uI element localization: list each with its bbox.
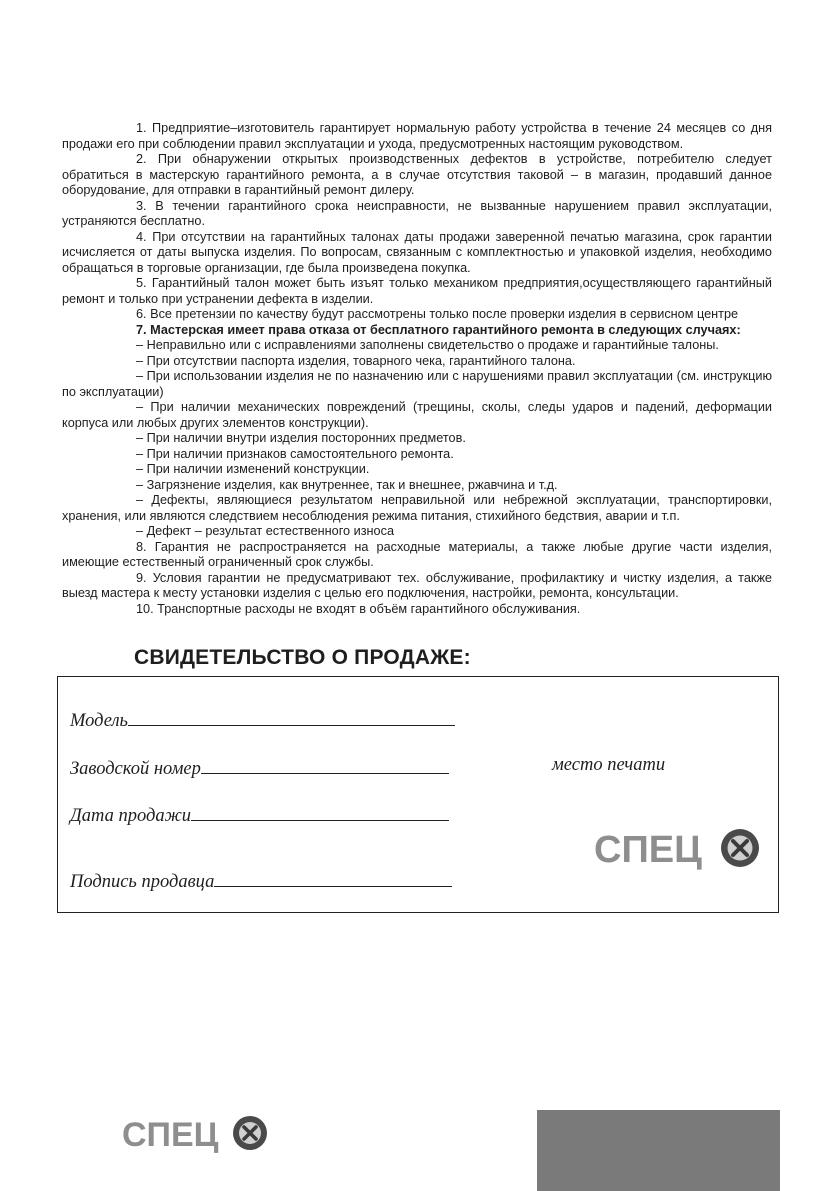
refusal-case: – Дефекты, являющиеся результатом неправильной или небрежной эксплуатации, транспортировки, хранения, или являются следствием несоблюдения режима питания, стихийного бедствия, аварии и т.п. bbox=[62, 493, 772, 523]
model-blank-line[interactable] bbox=[128, 707, 455, 726]
brand-logo bbox=[594, 823, 764, 875]
sale-date-label: Дата продажи bbox=[70, 806, 192, 826]
refusal-case: – Дефект – результат естественного износа bbox=[136, 524, 395, 538]
model-label: Модель bbox=[70, 711, 128, 731]
stamp-place-label: место печати bbox=[552, 755, 666, 775]
warranty-term-3: 3. В течении гарантийного срока неисправности, не вызванные нарушением правил эксплуатации, устраняются бесплатно. bbox=[62, 198, 772, 228]
warranty-terms bbox=[62, 121, 772, 617]
refusal-case: – Неправильно или с исправлениями заполнены свидетельство о продаже и гарантийные талоны. bbox=[136, 338, 719, 352]
sale-certificate-title: СВИДЕТЕЛЬСТВО О ПРОДАЖЕ: bbox=[134, 646, 471, 669]
refusal-case: – При наличии признаков самостоятельного ремонта. bbox=[136, 446, 454, 461]
seller-signature-field[interactable] bbox=[70, 868, 452, 893]
warranty-term-10: 10. Транспортные расходы не входят в объём гарантийного обслуживания. bbox=[136, 601, 581, 616]
warranty-term-2: 2. При обнаружении открытых производственных дефектов в устройстве, потребителю следует обратиться в мастерскую гарантийного ремонта, а в случае отсутствия таковой – в магазин, продавший данное оборудование, для отправки в гарантийный ремонт дилеру. bbox=[62, 152, 772, 197]
footer-grey-block bbox=[537, 1110, 780, 1191]
refusal-case: – Загрязнение изделия, как внутреннее, так и внешнее, ржавчина и т.д. bbox=[136, 477, 558, 492]
seller-signature-label: Подпись продавца bbox=[70, 872, 215, 892]
refusal-case: – При наличии изменений конструкции. bbox=[136, 462, 370, 476]
sale-date-blank-line[interactable] bbox=[191, 802, 449, 821]
footer-brand-logo bbox=[122, 1110, 272, 1158]
brand-badge-icon bbox=[721, 829, 759, 867]
refusal-case: – При отсутствии паспорта изделия, товарного чека, гарантийного талона. bbox=[136, 353, 576, 368]
serial-number-field[interactable] bbox=[70, 755, 449, 780]
footer-brand-badge-icon bbox=[233, 1116, 267, 1150]
footer-brand-logo-text: СПЕЦ bbox=[122, 1116, 219, 1154]
warranty-term-8: 8. Гарантия не распространяется на расходные материалы, а также любые другие части изделия, имеющие естественный ограниченный срок службы. bbox=[62, 539, 772, 569]
seller-signature-blank-line[interactable] bbox=[214, 868, 452, 887]
serial-number-blank-line[interactable] bbox=[201, 755, 449, 774]
refusal-case: – При наличии механических повреждений (трещины, сколы, следы ударов и падений, деформации корпуса или любых других элементов конструкции). bbox=[62, 400, 772, 430]
warranty-term-1: 1. Предприятие–изготовитель гарантирует нормальную работу устройства в течение 24 месяцев со дня продажи его при соблюдении правил эксплуатации и ухода, предусмотренных настоящим руководством. bbox=[62, 121, 772, 151]
warranty-term-9: 9. Условия гарантии не предусматривают тех. обслуживание, профилактику и чистку изделия, а также выезд мастера к месту установки изделия с целью его подключения, настройки, ремонта, консультации. bbox=[62, 570, 772, 600]
warranty-term-5: 5. Гарантийный талон может быть изъят только механиком предприятия,осуществляющего гарантийный ремонт и только при устранении дефекта в изделии. bbox=[62, 276, 772, 306]
refusal-case: – При использовании изделия не по назначению или с нарушениями правил эксплуатации (см. инструкцию по эксплуатации) bbox=[62, 369, 772, 399]
warranty-term-7-heading: 7. Мастерская имеет права отказа от бесплатного гарантийного ремонта в следующих случаях: bbox=[136, 322, 741, 337]
sale-date-field[interactable] bbox=[70, 802, 449, 827]
refusal-case: – При наличии внутри изделия посторонних предметов. bbox=[136, 431, 466, 445]
warranty-term-4: 4. При отсутствии на гарантийных талонах даты продажи заверенной печатью магазина, срок гарантии исчисляется от даты выпуска изделия. По вопросам, связанным с комплектностью и упаковкой изделия, необходимо обращаться в торговые организации, где была произведена покупка. bbox=[62, 229, 772, 275]
sale-certificate-box bbox=[57, 676, 779, 913]
brand-logo-text: СПЕЦ bbox=[594, 829, 702, 871]
model-field[interactable] bbox=[70, 707, 455, 732]
serial-number-label: Заводской номер bbox=[70, 759, 201, 779]
warranty-term-6: 6. Все претензии по качеству будут рассмотрены только после проверки изделия в сервисном центре bbox=[136, 307, 739, 321]
